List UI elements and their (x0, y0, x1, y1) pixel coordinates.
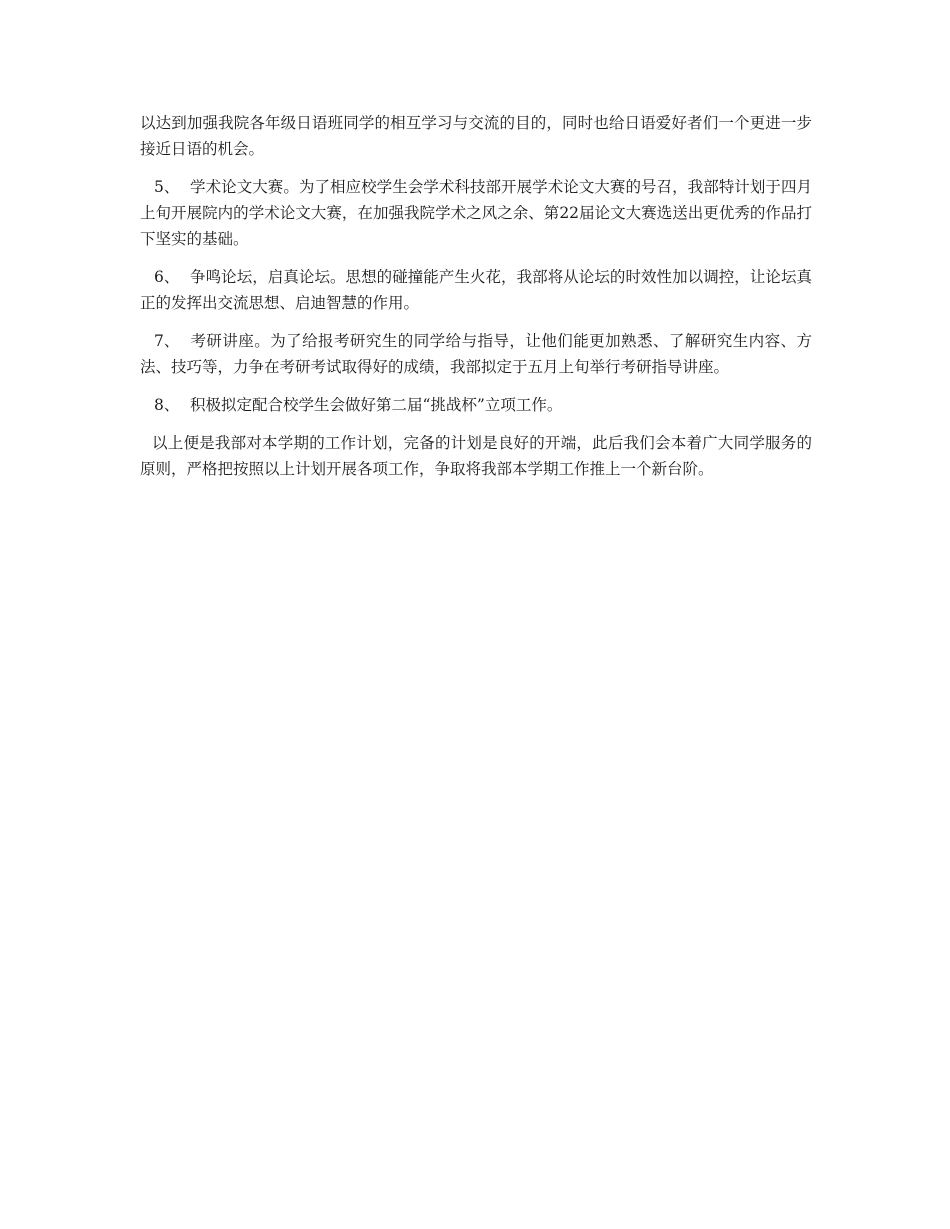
intro-continuation-paragraph: 以达到加强我院各年级日语班同学的相互学习与交流的目的，同时也给日语爱好者们一个更进一步接近日语的机会。 (140, 114, 812, 158)
list-item-text: 学术论文大赛。为了相应校学生会学术科技部开展学术论文大赛的号召，我部特计划于四月上旬开展院内的学术论文大赛，在加强我院学术之风之余、第22届论文大赛选送出更优秀的作品打下坚实的基础。 (140, 178, 812, 248)
list-item-7 (140, 328, 812, 380)
list-item-8 (140, 392, 812, 418)
list-item-6 (140, 264, 812, 316)
list-item-number: 6、 (154, 268, 180, 286)
list-item-text: 争鸣论坛，启真论坛。思想的碰撞能产生火花，我部将从论坛的时效性加以调控，让论坛真正的发挥出交流思想、启迪智慧的作用。 (140, 268, 812, 312)
document-page (140, 110, 812, 494)
list-item-number: 8、 (154, 396, 180, 414)
list-item-number: 7、 (154, 332, 180, 350)
list-item-text: 积极拟定配合校学生会做好第二届“挑战杯”立项工作。 (190, 396, 563, 414)
list-item-5 (140, 174, 812, 252)
closing-paragraph: 以上便是我部对本学期的工作计划，完备的计划是良好的开端，此后我们会本着广大同学服务的原则，严格把按照以上计划开展各项工作，争取将我部本学期工作推上一个新台阶。 (140, 434, 812, 478)
list-item-text: 考研讲座。为了给报考研究生的同学给与指导，让他们能更加熟悉、了解研究生内容、方法、技巧等，力争在考研考试取得好的成绩，我部拟定于五月上旬举行考研指导讲座。 (140, 332, 812, 376)
list-item-number: 5、 (154, 178, 180, 196)
